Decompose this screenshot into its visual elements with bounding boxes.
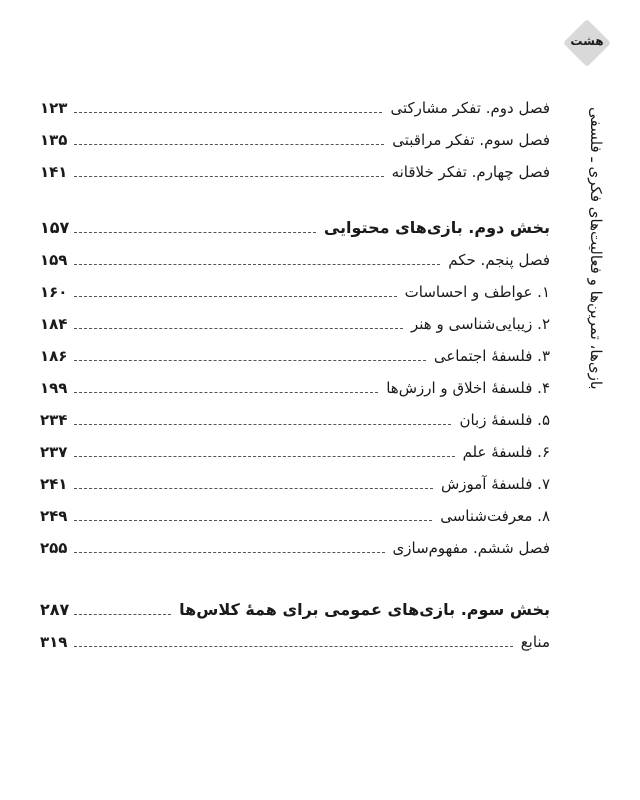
toc-entry-title: ۵. فلسفهٔ زبان [459,411,550,429]
toc-entry[interactable] [40,302,550,334]
toc-entry-title: ۴. فلسفهٔ اخلاق و ارزش‌ها [386,379,550,397]
toc-leader [74,551,385,553]
toc-entry-title: ۱. عواطف و احساسات [404,283,550,301]
toc-entry[interactable] [40,526,550,558]
toc-entry-title: ۲. زیبایی‌شناسی و هنر [410,315,550,333]
toc-entry-title: ۶. فلسفهٔ علم [462,443,550,461]
toc-entry[interactable] [40,86,550,118]
toc-leader [74,143,384,145]
toc-entry-page: ۲۴۹ [40,507,68,525]
toc-entry[interactable] [40,366,550,398]
toc-section-heading[interactable] [40,206,550,238]
toc-leader [74,231,316,233]
toc-entry-page: ۲۵۵ [40,539,68,557]
toc-entry[interactable] [40,430,550,462]
toc-leader [74,175,384,177]
toc-entry-page: ۱۹۹ [40,379,68,397]
toc-leader [74,645,513,647]
toc-entry-page: ۱۴۱ [40,163,68,181]
toc-section-title: بخش دوم. بازی‌های محتوایی [323,218,550,237]
toc-entry-page: ۱۳۵ [40,131,68,149]
toc-entry-page: ۳۱۹ [40,633,68,651]
toc-entry[interactable] [40,238,550,270]
toc-leader [74,519,432,521]
toc-entry-title: ۸. معرفت‌شناسی [440,507,550,525]
toc-leader [74,359,426,361]
toc-section-title: بخش سوم. بازی‌های عمومی برای همهٔ کلاس‌ها [179,600,550,619]
toc-section-page: ۱۵۷ [40,218,70,237]
toc-leader [74,455,455,457]
toc-entry-page: ۲۳۷ [40,443,68,461]
toc-entry[interactable] [40,462,550,494]
toc-section-heading[interactable] [40,588,550,620]
toc-section-page: ۲۸۷ [40,600,70,619]
toc-entry[interactable] [40,334,550,366]
toc-entry[interactable] [40,494,550,526]
toc-leader [74,263,440,265]
toc-entry[interactable] [40,398,550,430]
toc-leader [74,111,382,113]
toc-leader [74,613,171,615]
table-of-contents [40,86,550,652]
toc-leader [74,327,403,329]
toc-entry-page: ۲۳۴ [40,411,68,429]
toc-entry-page: ۲۴۱ [40,475,68,493]
toc-leader [74,295,397,297]
toc-entry-page: ۱۲۳ [40,99,68,117]
toc-leader [74,423,451,425]
page-number-label: هشت [570,34,604,48]
toc-entry-title: فصل پنجم. حکم [448,251,550,269]
toc-entry[interactable] [40,270,550,302]
toc-entry[interactable] [40,150,550,182]
toc-entry-page: ۱۸۶ [40,347,68,365]
toc-entry-title: فصل سوم. تفکر مراقبتی [392,131,550,149]
toc-entry[interactable] [40,620,550,652]
toc-entry-title: منابع [520,633,550,651]
toc-entry[interactable] [40,118,550,150]
toc-entry-title: ۳. فلسفهٔ اجتماعی [433,347,550,365]
toc-leader [74,487,433,489]
toc-entry-title: ۷. فلسفهٔ آموزش [440,475,550,493]
toc-entry-title: فصل ششم. مفهوم‌سازی [392,539,550,557]
toc-leader [74,391,378,393]
toc-entry-page: ۱۸۴ [40,315,68,333]
toc-entry-title: فصل دوم. تفکر مشارکتی [390,99,550,117]
running-head: بازی‌ها، تمرین‌ها و فعالیت‌های فکری ـ فلسفی [587,107,605,390]
toc-entry-page: ۱۶۰ [40,283,68,301]
toc-entry-title: فصل چهارم. تفکر خلاقانه [391,163,550,181]
toc-entry-page: ۱۵۹ [40,251,68,269]
